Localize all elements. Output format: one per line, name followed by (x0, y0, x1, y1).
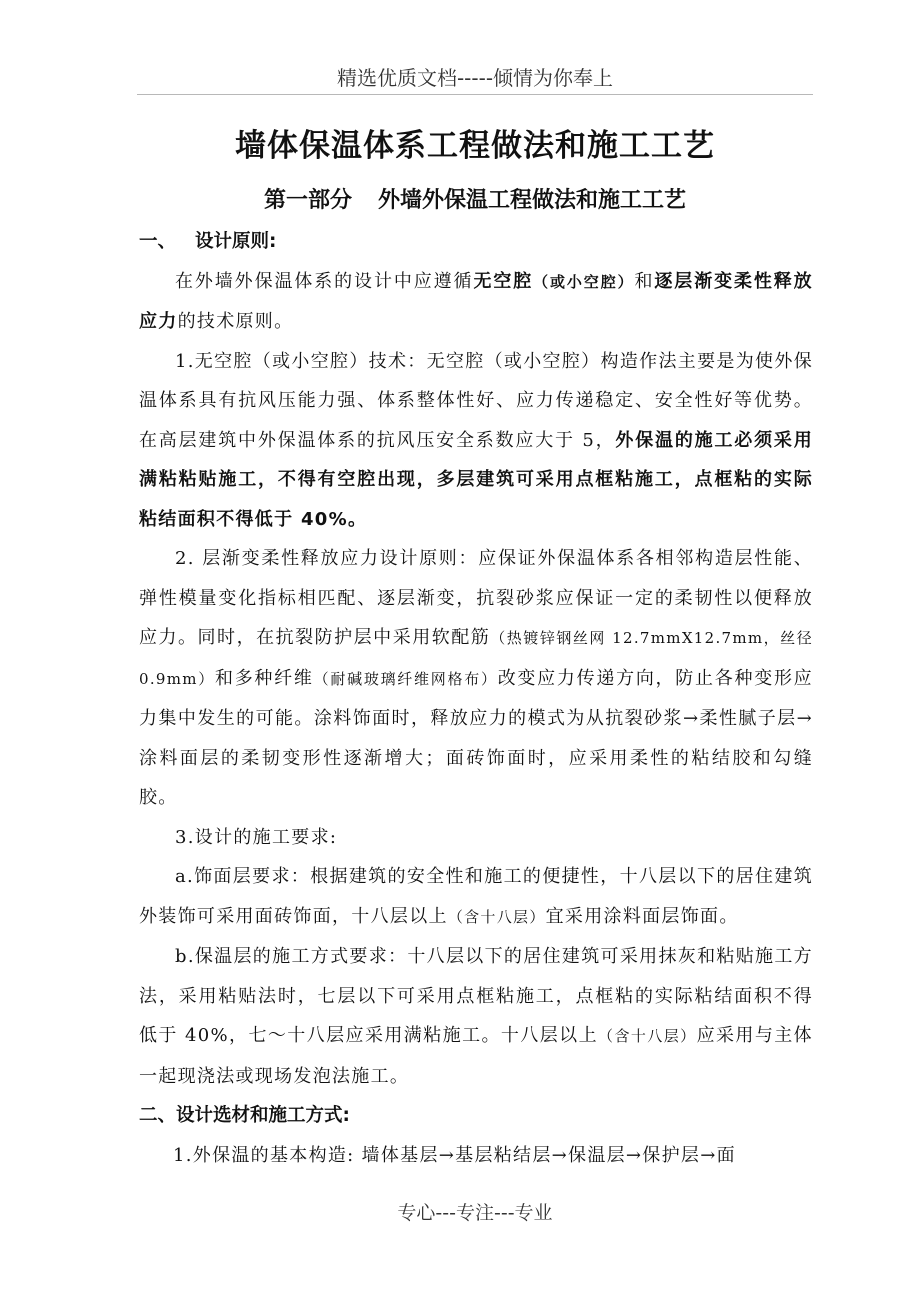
intro-text: 的技术原则。 (177, 311, 294, 332)
requirements-heading: 3.设计的施工要求: (175, 826, 338, 848)
document-title: 墙体保温体系工程做法和施工工艺 (235, 128, 715, 164)
requirement-b-paragraph (139, 937, 813, 1096)
intro-bold: 无空腔 (473, 270, 534, 292)
intro-bold-small: （或小空腔） (533, 272, 635, 291)
principle-2-text: 2. 层渐变柔性释放应力设计原则：应保证外保温体系各相邻构造层性能、弹性模量变化指标相匹配、逐层渐变，抗裂砂浆应保证一定的柔韧性以便释放应力。同时，在抗裂防护层中采用软配筋 (139, 548, 813, 648)
part-subtitle (137, 183, 813, 214)
section-1-intro (139, 262, 813, 342)
header-divider (137, 94, 813, 95)
section-1-number: 一、 (139, 231, 177, 252)
principle-2-paragraph (139, 539, 813, 818)
requirement-a-text: 宜采用涂料面层饰面。 (545, 905, 739, 927)
principle-1-bold: 外保温的施工必须采用满粘粘贴施工，不得有空腔出现，多层建筑可采用点框粘施工，点框粘的实际粘结面积不得低于 40%。 (139, 429, 814, 530)
principle-1-text: 1.无空腔（或小空腔）技术：无空腔（或小空腔）构造作法主要是为使外保温体系具有抗风压能力强、体系整体性好、应力传递稳定、安全性好等优势。在高层建筑中外保温体系的抗风压安全系数应大于 5， (139, 350, 813, 451)
intro-text: 和 (634, 270, 655, 292)
part-label: 第一部分 (263, 188, 352, 213)
section-1-heading (139, 222, 813, 262)
principle-2-text: 改变应力传递方向，防止各种变形应力集中发生的可能。涂料饰面时，释放应力的模式为从抗裂砂浆→柔性腻子层→涂料面层的柔韧变形性逐渐增大；面砖饰面时，应采用柔性的粘结胶和勾缝胶。 (139, 667, 813, 808)
intro-bold: 逐层渐变柔性释放应力 (139, 270, 813, 332)
requirement-b-text: b.保温层的施工方式要求：十八层以下的居住建筑可采用抹灰和粘贴施工方法，采用粘贴法时，七层以下可采用点框粘施工，点框粘的实际粘结面积不得低于 40%，七～十八层应采用满粘施工。十八层以上 (139, 946, 813, 1046)
principle-2-note: （热镀锌钢丝网 12.7mmX12.7mm，丝径 0.9mm） (139, 629, 813, 688)
requirement-a-paragraph (139, 857, 813, 937)
requirement-a-note: （含十八层） (447, 907, 546, 926)
page-footer: 专心---专注---专业 (397, 1202, 553, 1224)
intro-text: 在外墙外保温体系的设计中应遵循 (175, 270, 474, 292)
page-header: 精选优质文档-----倾情为你奉上 (336, 66, 614, 90)
section-1-title: 设计原则: (195, 231, 277, 252)
requirement-a-text: a.饰面层要求：根据建筑的安全性和施工的便捷性，十八层以下的居住建筑外装饰可采用面砖饰面，十八层以上 (139, 866, 813, 927)
section-2-item-1: 1.外保温的基本构造: 墙体基层→基层粘结层→保温层→保护层→面 (173, 1144, 736, 1166)
requirement-b-note: （含十八层） (598, 1027, 697, 1045)
principle-1-paragraph (139, 342, 813, 540)
principle-2-note: （耐碱玻璃纤维网格布） (313, 669, 498, 688)
requirement-b-text: 应采用与主体一起现浇法或现场发泡法施工。 (139, 1025, 813, 1087)
document-body (139, 222, 813, 1175)
part-title: 外墙外保温工程做法和施工工艺 (378, 188, 687, 213)
section-2-heading: 二、设计选材和施工方式: (139, 1105, 350, 1126)
principle-2-text: 和多种纤维 (214, 667, 314, 689)
